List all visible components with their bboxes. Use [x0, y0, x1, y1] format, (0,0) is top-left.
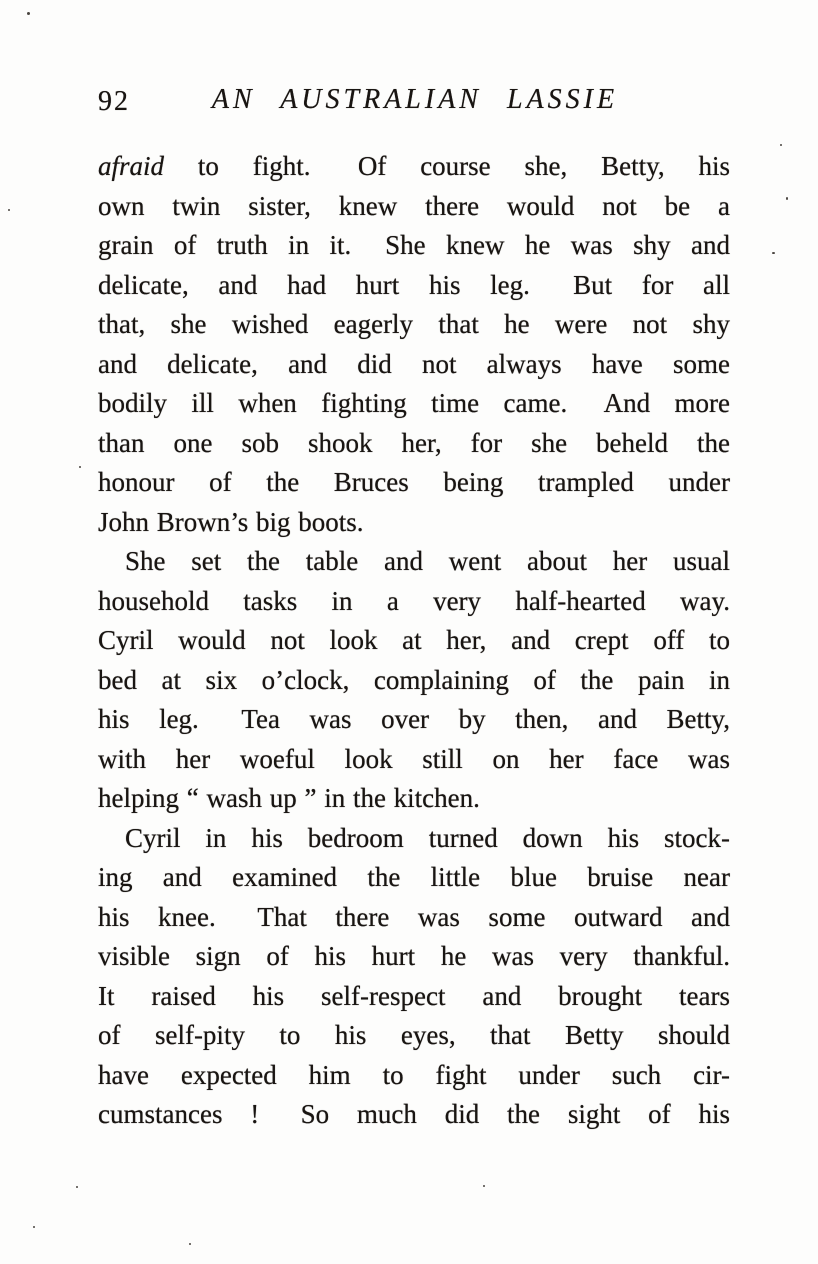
text-line: honour of the Bruces being trampled under: [98, 467, 730, 497]
text-line: with her woeful look still on her face was: [98, 743, 730, 774]
scan-speck: [33, 1226, 35, 1228]
running-title: AN AUSTRALIAN LASSIE: [211, 84, 619, 115]
text-line: bed at six o’clock, complaining of the pain in: [98, 664, 730, 695]
text-line: delicate, and had hurt his leg. But for all: [98, 269, 730, 300]
scan-speck: [786, 197, 788, 200]
text-line: own twin sister, knew there would not be a: [98, 190, 730, 221]
scan-speck: [76, 1186, 78, 1188]
text-line: [98, 147, 730, 187]
text-line: ing and examined the little blue bruise near: [98, 862, 730, 892]
text-line: bodily ill when fighting time came. And more: [98, 388, 730, 418]
line-text: to fight. Of course she, Betty, his: [164, 151, 730, 181]
text-line: his knee. That there was some outward and: [98, 901, 730, 932]
text-line: cumstances ! So much did the sight of his: [98, 1099, 730, 1129]
text-line: She set the table and went about her usual: [125, 546, 730, 576]
text-line: than one sob shook her, for she beheld the: [98, 427, 730, 458]
scan-speck: [772, 252, 775, 254]
page-number: 92: [98, 86, 130, 117]
text-block: [98, 147, 730, 1135]
italic-lead-word: afraid: [98, 151, 165, 181]
page-header: [98, 84, 732, 118]
text-line: grain of truth in it. She knew he was shy and: [98, 230, 730, 260]
scan-speck: [483, 1185, 485, 1187]
scan-speck: [79, 466, 81, 468]
text-line: and delicate, and did not always have some: [98, 348, 730, 379]
text-line: visible sign of his hurt he was very thankful.: [98, 941, 730, 971]
scan-speck: [27, 12, 30, 15]
text-line: Cyril would not look at her, and crept off to: [98, 625, 730, 655]
text-line: Cyril in his bedroom turned down his stock-: [125, 822, 730, 853]
text-line: John Brown’s big boots.: [98, 506, 364, 537]
text-line: It raised his self-respect and brought tears: [98, 980, 730, 1011]
paragraph: [98, 819, 730, 1135]
paragraph: [98, 542, 730, 819]
text-line: helping “ wash up ” in the kitchen.: [98, 783, 480, 813]
text-line: that, she wished eagerly that he were not shy: [98, 309, 730, 339]
text-line: have expected him to fight under such cir-: [98, 1059, 730, 1090]
scan-speck: [780, 144, 782, 146]
scan-speck: [189, 1243, 191, 1245]
text-line: household tasks in a very half-hearted way.: [98, 585, 730, 616]
scan-speck: [8, 209, 10, 211]
paragraph: [98, 147, 730, 542]
text-line: of self-pity to his eyes, that Betty should: [98, 1020, 730, 1050]
text-line: his leg. Tea was over by then, and Betty,: [98, 704, 730, 734]
